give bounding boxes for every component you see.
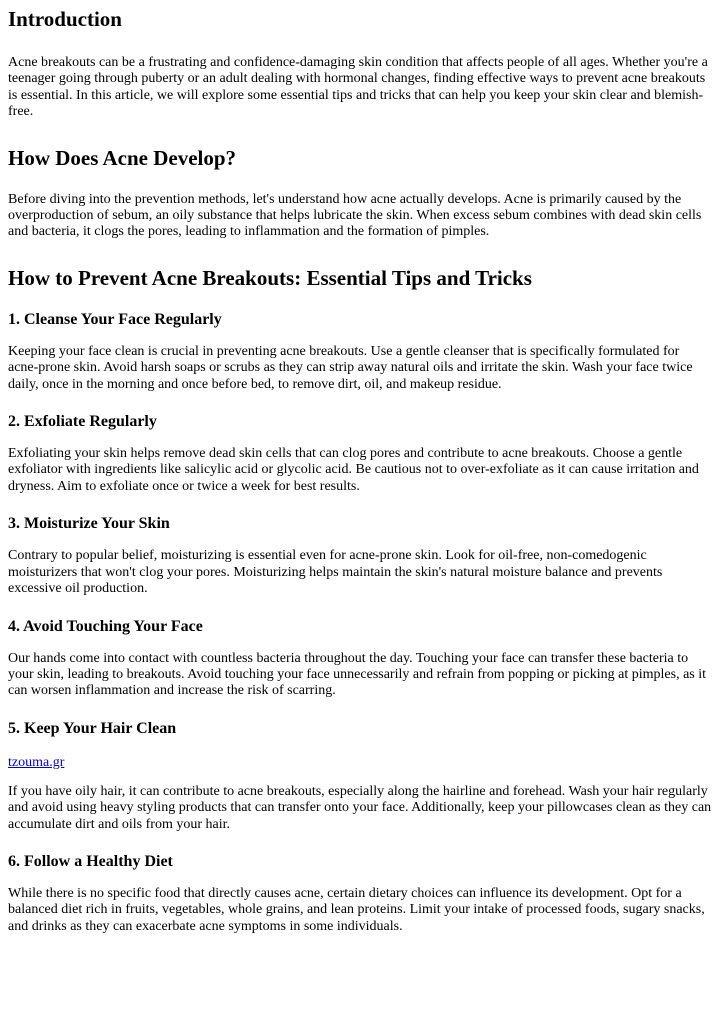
tip-paragraph-exfoliate: Exfoliating your skin helps remove dead skin cells that can clog pores and contribute to acne breakouts. Choose a gentle exfoliator with ingredients like salicylic acid or glycolic acid. Be cautious not to over-exfoliate as it can cause irritation and dryness. Aim to exfoliate once or twice a week for best results. [8,446,699,494]
tip-paragraph-cleanse: Keeping your face clean is crucial in preventing acne breakouts. Use a gentle cleanser that is specifically formulated for acne-prone skin. Avoid harsh soaps or scrubs as they can strip away natural oils and irritate the skin. Wash your face twice daily, once in the morning and once before bed, to remove dirt, oil, and makeup residue. [8,343,693,392]
source-link[interactable]: tzouma.gr [8,754,65,770]
intro-paragraph: Acne breakouts can be a frustrating and confidence-damaging skin condition that affects people of all ages. Whether you're a teenager going through puberty or an adult dealing with hormonal changes, finding effective ways to prevent acne breakouts is essential. In this article, we will explore some essential tips and tricks that can help you keep your skin clear and blemish-free. [8,55,708,120]
tip-heading-diet: 6. Follow a Healthy Diet [8,852,173,870]
develop-paragraph: Before diving into the prevention methods, let's understand how acne actually develops. Acne is primarily caused by the overproduction of sebum, an oily substance that helps lubricate the skin. When excess sebum combines with dead skin cells and bacteria, it clogs the pores, leading to inflammation and the formation of pimples. [8,191,702,240]
tip-heading-exfoliate: 2. Exfoliate Regularly [8,413,157,431]
tip-paragraph-diet: While there is no specific food that directly causes acne, certain dietary choices can influence its development. Opt for a balanced diet rich in fruits, vegetables, whole grains, and lean proteins. Limit your intake of processed foods, sugary snacks, and drinks as they can exacerbate acne symptoms in some individuals. [8,885,705,934]
tip-paragraph-hair: If you have oily hair, it can contribute to acne breakouts, especially along the hairline and forehead. Wash your hair regularly and avoid using heavy styling products that can transfer onto your face. Additionally, keep your pillowcases clean as they can accumulate dirt and oils from your hair. [8,783,712,832]
tip-heading-cleanse: 1. Cleanse Your Face Regularly [8,310,222,328]
article [0,6,720,935]
tip-heading-moisturize: 3. Moisturize Your Skin [8,515,170,533]
prevent-heading: How to Prevent Acne Breakouts: Essential Tips and Tricks [8,265,532,290]
intro-heading: Introduction [8,7,122,31]
develop-heading: How Does Acne Develop? [8,145,237,170]
tip-paragraph-touching: Our hands come into contact with countless bacteria throughout the day. Touching your face can transfer these bacteria to your skin, leading to breakouts. Avoid touching your face unnecessarily and refrain from popping or picking at pimples, as it can worsen inflammation and increase the risk of scarring. [8,650,707,699]
tip-paragraph-moisturize: Contrary to popular belief, moisturizing is essential even for acne-prone skin. Look for oil-free, non-comedogenic moisturizers that won't clog your pores. Moisturizing helps maintain the skin's natural moisture balance and prevents excessive oil production. [8,548,663,597]
tip-heading-hair: 5. Keep Your Hair Clean [8,719,177,737]
tip-heading-touching: 4. Avoid Touching Your Face [8,617,203,635]
